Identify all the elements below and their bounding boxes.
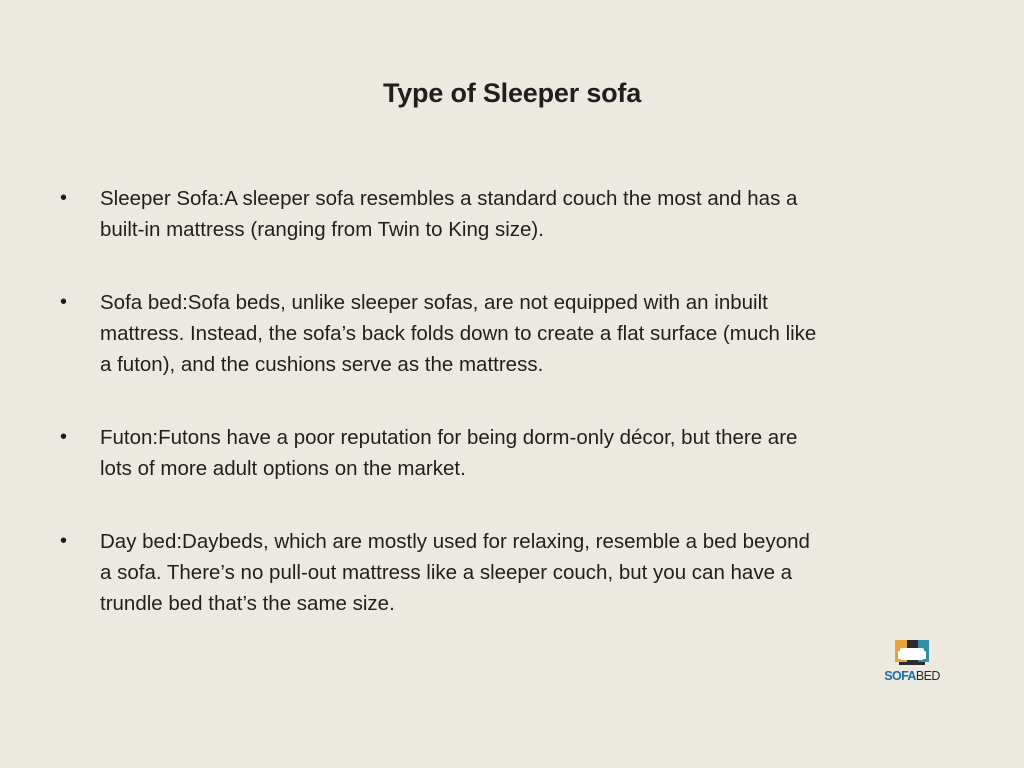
bullet-dot: • xyxy=(60,291,68,313)
sofabed-logo xyxy=(876,640,948,688)
logo-text-bed: BED xyxy=(915,669,940,683)
bullet-text: Futon:Futons have a poor reputation for being dorm-only décor, but there are lots of more adult options on the market. xyxy=(100,426,798,480)
bullet-item-sleeper-sofa xyxy=(60,183,820,245)
bullet-dot: • xyxy=(60,530,68,552)
bullet-item-day-bed xyxy=(60,526,820,619)
bullet-item-futon xyxy=(60,422,820,484)
slide-title: Type of Sleeper sofa xyxy=(382,78,642,108)
bullet-list xyxy=(60,183,820,661)
bullet-item-sofa-bed xyxy=(60,287,820,380)
bullet-dot: • xyxy=(60,426,68,448)
bullet-text: Day bed:Daybeds, which are mostly used for relaxing, resemble a bed beyond a sofa. There’s no pull-out mattress like a sleeper couch, but you can have a trundle bed that’s the same size. xyxy=(100,530,810,615)
logo-text-sofa: SOFA xyxy=(884,669,916,683)
bullet-text: Sofa bed:Sofa beds, unlike sleeper sofas, are not equipped with an inbuilt mattress. Instead, the sofa’s back folds down to create a flat surface (much like a futon), and the cushions serve as the mattress. xyxy=(100,291,817,376)
bullet-text: Sleeper Sofa:A sleeper sofa resembles a standard couch the most and has a built-in mattress (ranging from Twin to King size). xyxy=(100,187,798,241)
logo-wordmark xyxy=(876,669,948,683)
bullet-dot: • xyxy=(60,187,68,209)
sofa-icon xyxy=(895,640,929,668)
